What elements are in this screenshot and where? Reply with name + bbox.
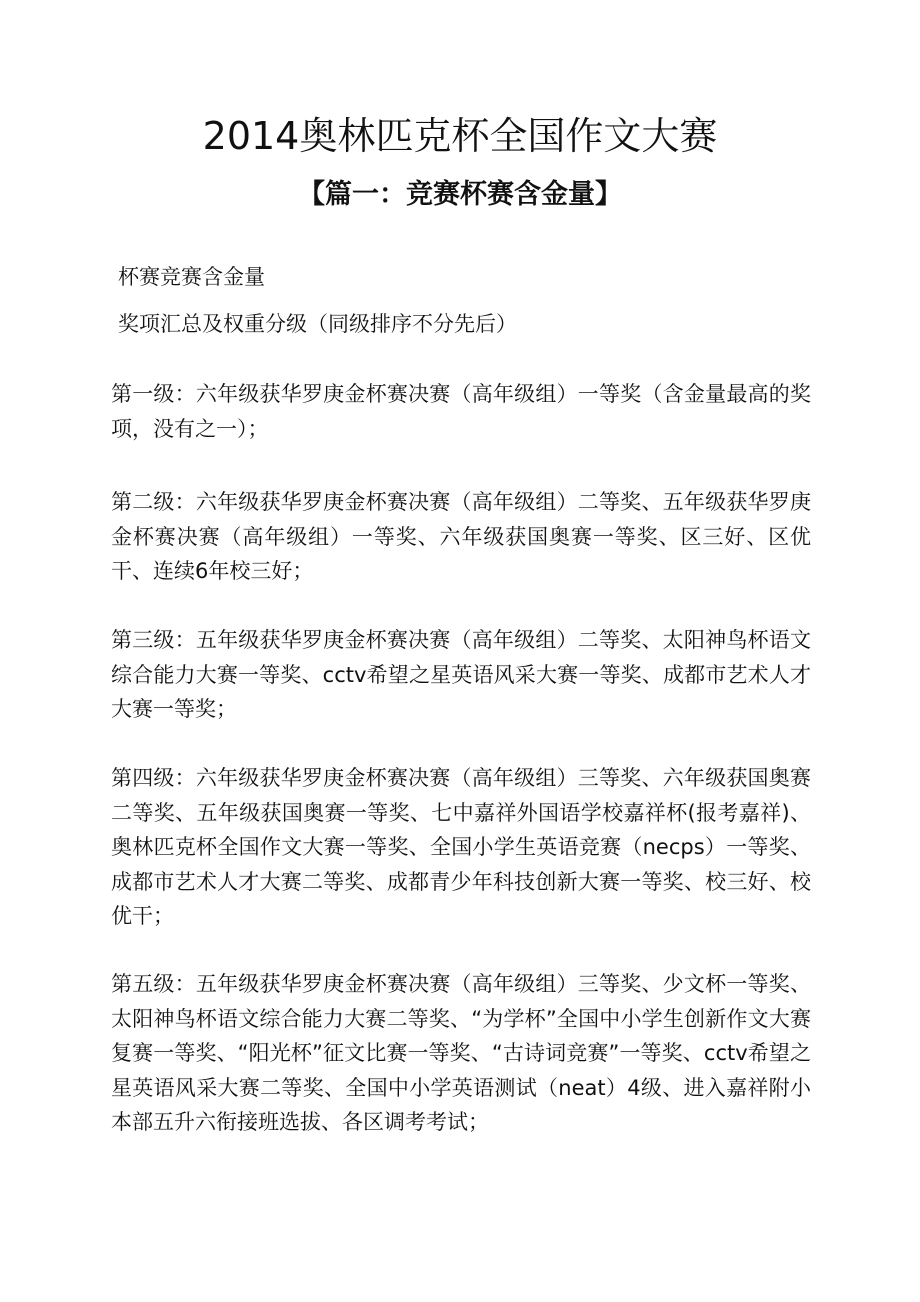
paragraph-level-3: 第三级：五年级获华罗庚金杯赛决赛（高年级组）二等奖、太阳神鸟杯语文综合能力大赛一等奖、cctv希望之星英语风采大赛一等奖、成都市艺术人才大赛一等奖； bbox=[111, 628, 811, 721]
document-title: 2014奥林匹克杯全国作文大赛 bbox=[202, 114, 718, 158]
paragraph-level-1: 第一级：六年级获华罗庚金杯赛决赛（高年级组）一等奖（含金量最高的奖项，没有之一）； bbox=[111, 382, 811, 441]
paragraph-level-5: 第五级：五年级获华罗庚金杯赛决赛（高年级组）三等奖、少文杯一等奖、太阳神鸟杯语文综合能力大赛二等奖、“为学杯”全国中小学生创新作文大赛复赛一等奖、“阳光杯”征文比赛一等奖、“古诗词竞赛”一等奖、cctv希望之星英语风采大赛二等奖、全国中小学英语测试（neat）4级、进入嘉祥附小本部五升六衔接班选拔、各区调考考试； bbox=[111, 972, 811, 1134]
paragraph-level-4: 第四级：六年级获华罗庚金杯赛决赛（高年级组）三等奖、六年级获国奥赛二等奖、五年级获国奥赛一等奖、七中嘉祥外国语学校嘉祥杯(报考嘉祥)、奥林匹克杯全国作文大赛一等奖、全国小学生英语竞赛（necps）一等奖、成都市艺术人才大赛二等奖、成都青少年科技创新大赛一等奖、校三好、校优干； bbox=[111, 766, 811, 928]
section-heading: 杯赛竞赛含金量 bbox=[118, 265, 265, 289]
document-subtitle: 【篇一：竞赛杯赛含金量】 bbox=[298, 179, 622, 210]
paragraph-level-2: 第二级：六年级获华罗庚金杯赛决赛（高年级组）二等奖、五年级获华罗庚金杯赛决赛（高年级组）一等奖、六年级获国奥赛一等奖、区三好、区优干、连续6年校三好； bbox=[111, 490, 811, 583]
section-intro: 奖项汇总及权重分级（同级排序不分先后） bbox=[118, 312, 517, 336]
